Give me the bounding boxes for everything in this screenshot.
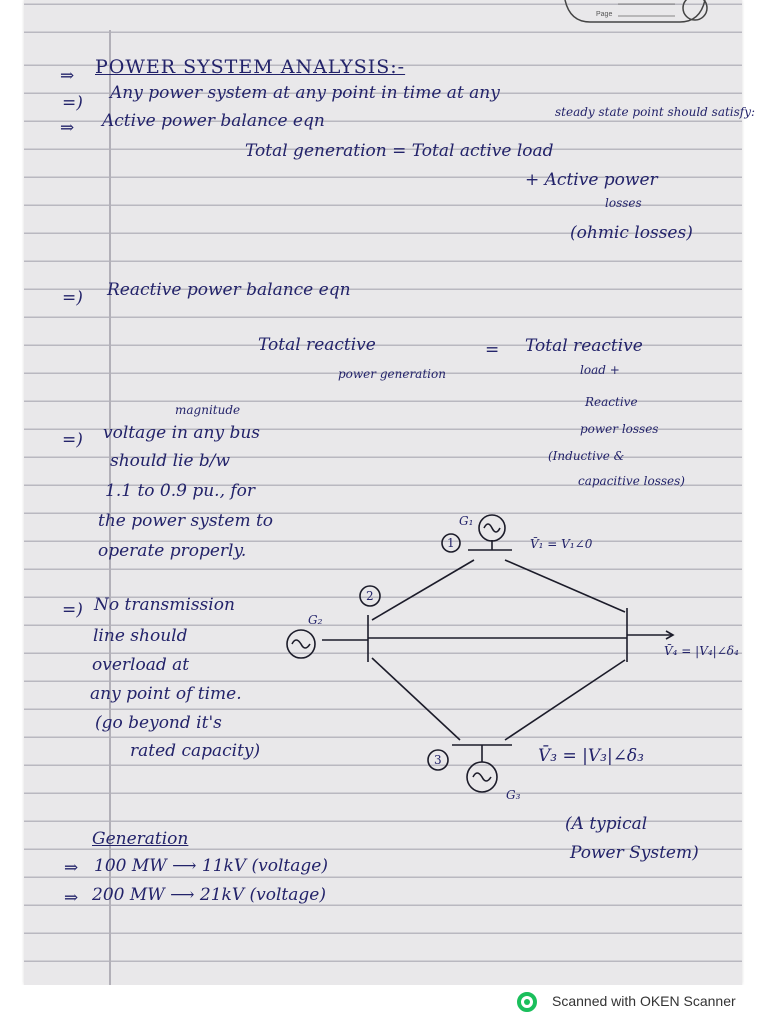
text-line: the power system to (98, 511, 274, 531)
text-line: overload at (92, 655, 190, 675)
text-line: rated capacity) (130, 741, 261, 761)
equation-line: Total generation = Total active load (245, 141, 554, 161)
line-1-4 (505, 560, 625, 612)
equation-line: load + (580, 363, 620, 377)
equation-line: losses (605, 196, 642, 210)
scanner-watermark: Scanned with OKEN Scanner (552, 993, 736, 1009)
bullet-arrow: ⇒ (60, 66, 75, 86)
equals-sign: = (485, 340, 500, 360)
bullet-arrow: =) (62, 288, 83, 308)
text-line: (go beyond it's (95, 713, 222, 733)
bus-1-number: 1 (447, 536, 455, 550)
generator-1-sine (484, 524, 500, 532)
text-line: Reactive power balance eqn (107, 280, 351, 300)
bus-4-voltage: V̄₄ = |V₄|∠δ₄ (664, 644, 739, 658)
bullet-arrow: =) (62, 600, 83, 620)
bullet-arrow: ⇒ (64, 858, 79, 878)
equation-line: capacitive losses) (578, 474, 685, 488)
bus-3-voltage: V̄₃ = |V₃|∠δ₃ (538, 746, 644, 766)
bullet-arrow: ⇒ (60, 118, 75, 138)
text-line: voltage in any bus (103, 423, 261, 443)
bullet-arrow: =) (62, 430, 83, 450)
bus-2-number: 2 (366, 589, 374, 603)
generator-2-label: G₂ (308, 613, 323, 627)
diagram-caption: (A typical (565, 814, 648, 834)
text-line: 1.1 to 0.9 pu., for (105, 481, 256, 501)
diagram-caption: Power System) (570, 843, 699, 863)
text-line: should lie b/w (110, 451, 231, 471)
text-line: Active power balance eqn (102, 111, 325, 131)
text-line: any point of time. (90, 684, 242, 704)
text-line: magnitude (175, 403, 241, 417)
text-line: No transmission (94, 595, 235, 615)
text-line: Any power system at any point in time at any (110, 83, 500, 103)
equation-line: power losses (580, 422, 659, 436)
line-2-3 (372, 658, 460, 740)
equation-line: + Active power (525, 170, 658, 190)
equation-line: Reactive (585, 395, 638, 409)
text-line: line should (93, 626, 188, 646)
section-heading: Generation (92, 829, 189, 849)
text-line: steady state point should satisfy: (555, 105, 756, 119)
text-line: operate properly. (98, 541, 247, 561)
equation-line: power generation (338, 367, 446, 381)
equation-line: Total reactive (258, 335, 376, 355)
bullet-arrow: =) (62, 93, 83, 113)
bus-1-voltage: V̄₁ = V₁∠0 (530, 537, 593, 551)
generator-1-label: G₁ (459, 514, 474, 528)
page-title: POWER SYSTEM ANALYSIS:- (95, 56, 406, 78)
line-4-3 (505, 660, 625, 740)
svg-text:Page: Page (596, 11, 613, 18)
generator-3-sine (473, 773, 491, 781)
bullet-arrow: ⇒ (64, 888, 79, 908)
line-1-2 (372, 560, 474, 620)
text-line: 200 MW ⟶ 21kV (voltage) (92, 885, 326, 905)
equation-line: (ohmic losses) (570, 223, 693, 243)
generator-3-label: G₃ (506, 788, 521, 802)
scanner-logo-icon (515, 992, 543, 1012)
bus-3-number: 3 (434, 753, 442, 767)
equation-line: (Inductive & (548, 449, 625, 463)
equation-line: Total reactive (525, 336, 643, 356)
generator-2-sine (292, 640, 310, 648)
text-line: 100 MW ⟶ 11kV (voltage) (94, 856, 328, 876)
